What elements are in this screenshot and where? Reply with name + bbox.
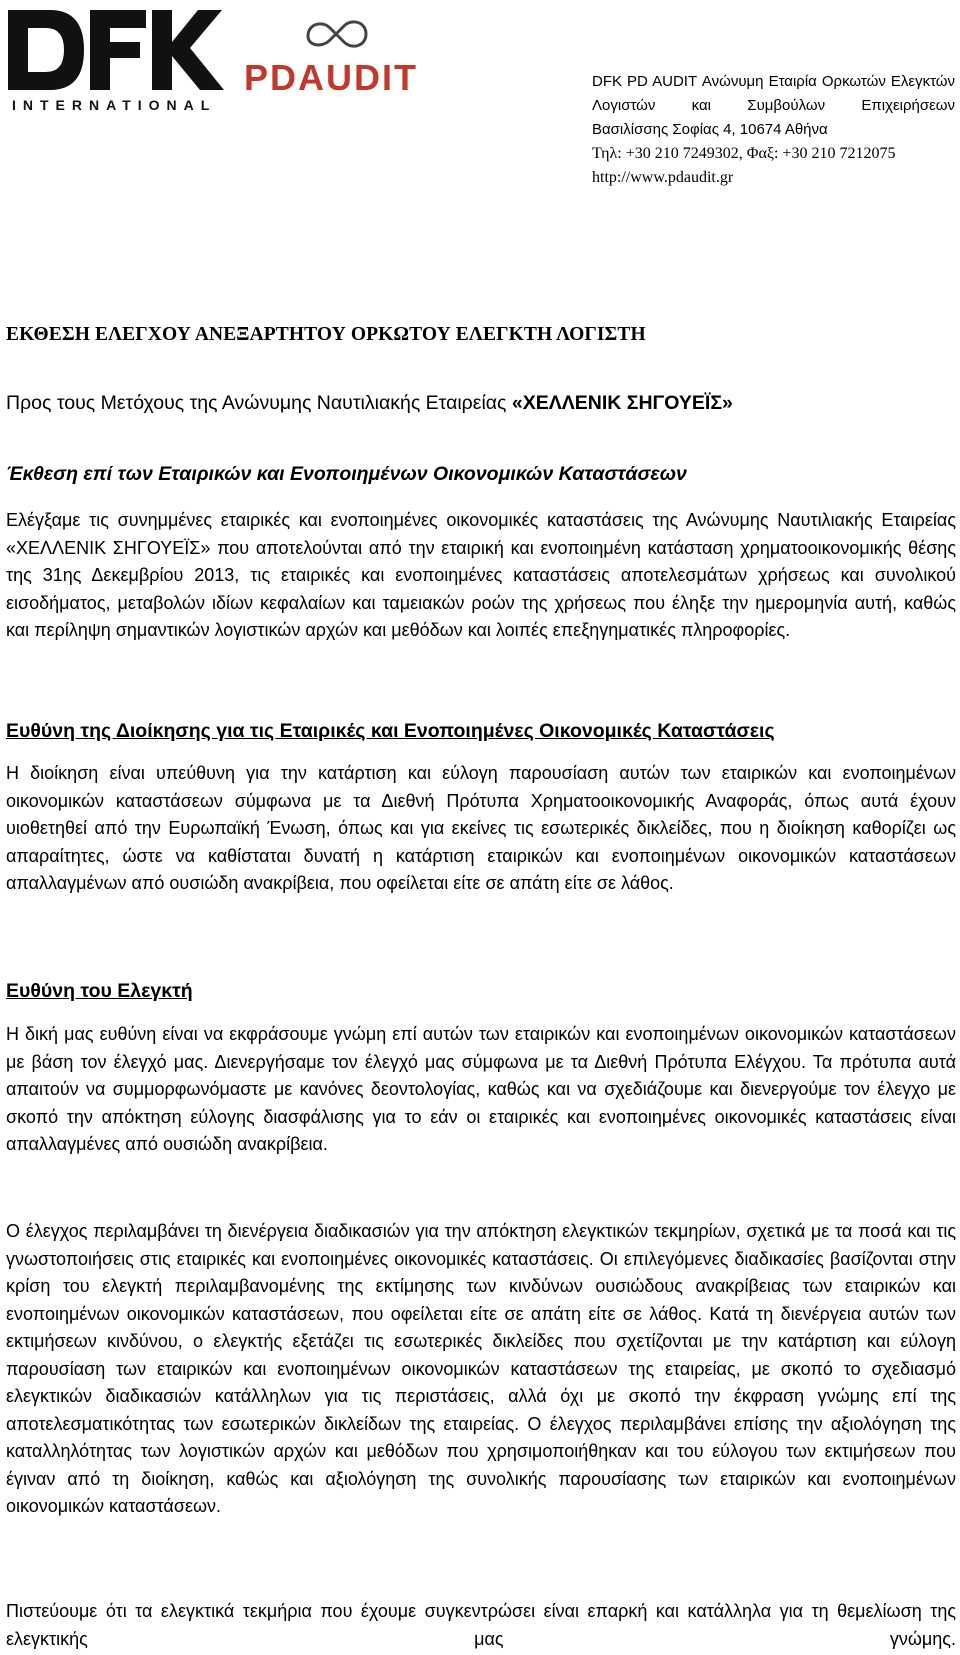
firm-address-block xyxy=(592,70,955,190)
paragraph-audit-evidence: Πιστεύουμε ότι τα ελεγκτικά τεκμήρια που έχουμε συγκεντρώσει είναι επαρκή και κατάλληλα για τη θεμελίωση της ελεγκτικής μας γνώμης. xyxy=(6,1601,956,1649)
paragraph-auditor-responsibility: Η δική μας ευθύνη είναι να εκφράσουμε γνώμη επί αυτών των εταιρικών και ενοποιημένων οικονομικών καταστάσεων με βάση τον έλεγχό μας. Διενεργήσαμε τον έλεγχό μας σύμφωνα με τα Διεθνή Πρότυπα Ελέγχου. Τα πρότυπα αυτά απαιτούν να συμμορφωνόμαστε με κανόνες δεοντολογίας, καθώς και να σχεδιάζουμε και διενεργούμε τον έλεγχο με σκοπό την απόκτηση εύλογης διασφάλισης για το εάν οι εταιρικές και ενοποιημένες οικονομικές καταστάσεις είναι απαλλαγμένες από ουσιώδη ανακρίβεια. xyxy=(6,1024,956,1154)
firm-street-line: Βασιλίσσης Σοφίας 4, 10674 Αθήνα xyxy=(592,121,828,138)
pdaudit-logo-text: PDAUDIT xyxy=(244,57,418,98)
firm-website-link[interactable]: http://www.pdaudit.gr xyxy=(592,169,734,186)
paragraph-audit-procedures: Ο έλεγχος περιλαμβάνει τη διενέργεια διαδικασιών για την απόκτηση ελεγκτικών τεκμηρίων, σχετικά με τα ποσά και τις γνωστοποιήσεις στις εταιρικές και ενοποιημένες οικονομικές καταστάσεις. Οι επιλεγόμενες διαδικασίες βασίζονται στην κρίση του ελεγκτή περιλαμβανομένης της εκτίμησης των κινδύνων ουσιώδους ανακρίβειας των εταιρικών και ενοποιημένων οικονομικών καταστάσεων, που οφείλεται είτε σε απάτη είτε σε λάθος. Κατά τη διενέργεια αυτών των εκτιμήσεων κινδύνου, ο ελεγκτής εξετάζει τις εσωτερικές δικλείδες που σχετίζονται με την κατάρτιση και εύλογη παρουσίαση των εταιρικών και ενοποιημένων οικονομικών καταστάσεων της εταιρείας, με σκοπό το σχεδιασμό ελεγκτικών διαδικασιών κατάλληλων για τις περιστάσεις, αλλά όχι με σκοπό την έκφραση γνώμης επί της αποτελεσματικότητας των εσωτερικών δικλείδων της εταιρείας. Ο έλεγχος περιλαμβάνει επίσης την αξιολόγηση της καταλληλότητας των λογιστικών αρχών και μεθόδων που χρησιμοποιήθηκαν και του εύλογου των εκτιμήσεων που έγιναν από τη διοίκηση, καθώς και αξιολόγηση της συνολικής παρουσίασης των εταιρικών και ενοποιημένων οικονομικών καταστάσεων. xyxy=(6,1221,956,1516)
paragraph-scope: Ελέγξαμε τις συνημμένες εταιρικές και ενοποιημένες οικονομικές καταστάσεις της Ανώνυμης Ναυτιλιακής Εταιρείας «ΧΕΛΛΕΝΙΚ ΣΗΓΟΥΕΪΣ» που αποτελούνται από την εταιρική και ενοποιημένη κατάσταση χρηματοοικονομικής θέσης της 31ης Δεκεμβρίου 2013, τις εταιρικές και ενοποιημένες καταστάσεις αποτελεσμάτων χρήσεως και συνολικού εισοδήματος, μεταβολών ιδίων κεφαλαίων και ταμειακών ροών της χρήσεως που έληξε την ημερομηνία αυτή, καθώς και περίληψη σημαντικών λογιστικών αρχών και μεθόδων και λοιπές επεξηγηματικές πληροφορίες. xyxy=(6,510,956,640)
paragraph-management-responsibility: Η διοίκηση είναι υπεύθυνη για την κατάρτιση και εύλογη παρουσίαση αυτών των εταιρικών και ενοποιημένων οικονομικών καταστάσεων σύμφωνα με τα Διεθνή Πρότυπα Χρηματοοικονομικής Αναφοράς, όπως αυτά έχουν υιοθετηθεί από την Ευρωπαϊκή Ένωση, όπως και για εκείνες τις εσωτερικές δικλείδες, που η διοίκηση καθορίζει ως απαραίτητες, ώστε να καθίσταται δυνατή η κατάρτιση εταιρικών και ενοποιημένων οικονομικών καταστάσεων απαλλαγμένων από ουσιώδη ανακρίβεια, που οφείλεται είτε σε απάτη είτε σε λάθος. xyxy=(6,763,956,893)
dfk-international-logo xyxy=(6,6,228,114)
firm-name-line: DFK PD AUDIT Ανώνυμη Εταιρία Ορκωτών Ελεγκτών Λογιστών και Συμβούλων Επιχειρήσεων xyxy=(592,73,955,114)
section-heading-management: Ευθύνη της Διοίκησης για τις Εταιρικές και Ενοποιημένες Οικονομικές Καταστάσεις xyxy=(6,720,775,742)
section-heading-report: Έκθεση επί των Εταιρικών και Ενοποιημένων Οικονομικών Καταστάσεων xyxy=(6,463,687,485)
section-heading-auditor: Ευθύνη του Ελεγκτή xyxy=(6,980,193,1002)
report-title: ΕΚΘΕΣΗ ΕΛΕΓΧΟΥ ΑΝΕΞΑΡΤΗΤΟΥ ΟΡΚΩΤΟΥ ΕΛΕΓΚΤΗ ΛΟΓΙΣΤΗ xyxy=(6,324,646,345)
infinity-icon xyxy=(244,12,430,58)
addressee-line xyxy=(6,392,733,415)
firm-phone-line: Τηλ: +30 210 7249302, Φαξ: +30 210 7212075 xyxy=(592,145,896,162)
addressee-company: «ΧΕΛΛΕΝΙΚ ΣΗΓΟΥΕΪΣ» xyxy=(511,392,733,414)
addressee-prefix: Προς τους Μετόχους της Ανώνυμης Ναυτιλιακής Εταιρείας xyxy=(6,392,512,414)
pdaudit-logo xyxy=(244,12,430,98)
dfk-sub-text: INTERNATIONAL xyxy=(12,97,217,113)
